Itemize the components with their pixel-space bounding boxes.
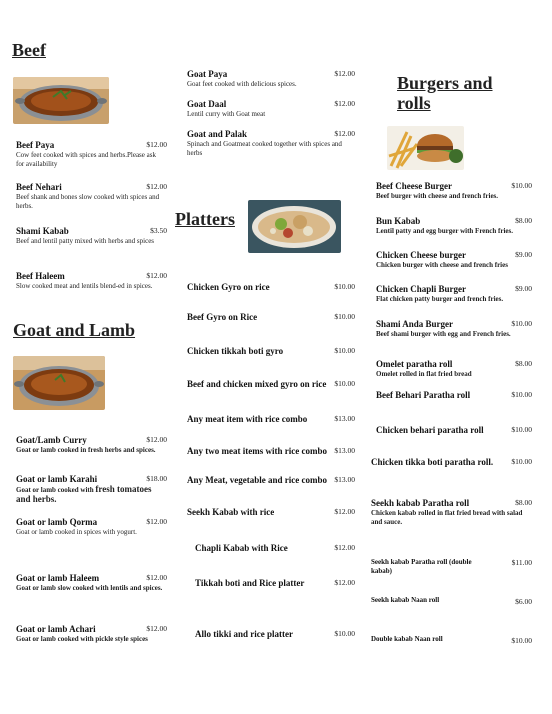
item-description: Beef shank and bones slow cooked with spices and herbs. [16, 193, 160, 210]
menu-item [371, 498, 530, 526]
item-name: Chicken Gyro on rice [187, 282, 270, 292]
section-title-goat-lamb: Goat and Lamb [13, 320, 136, 340]
item-price: $6.00 [515, 597, 532, 606]
menu-item [376, 250, 530, 270]
menu-item [195, 543, 353, 554]
menu-item [187, 69, 353, 89]
item-name: Chicken behari paratha roll [376, 425, 484, 435]
item-description-small: Goat or lamb cooked with [16, 486, 96, 494]
menu-item [187, 99, 353, 119]
section-title-beef: Beef [12, 40, 46, 60]
item-name: Chapli Kabab with Rice [195, 543, 288, 553]
item-name: Beef Paya [16, 140, 55, 150]
item-name: Goat and Palak [187, 129, 248, 139]
item-description: Goat feet cooked with delicious spices. [187, 80, 297, 88]
item-name: Omelet paratha roll [376, 359, 453, 369]
item-name: Beef Haleem [16, 271, 65, 281]
item-description: Chicken burger with cheese and french fries [376, 261, 508, 269]
item-name: Goat Daal [187, 99, 227, 109]
item-name: Shami Anda Burger [376, 319, 454, 329]
menu-item [16, 474, 165, 504]
item-description-large: fresh tomatoes and herbs. [16, 484, 152, 504]
item-price: $8.00 [515, 498, 532, 507]
item-description: Slow cooked meat and lentils blend-ed in spices. [16, 282, 153, 290]
item-price: $12.00 [334, 507, 355, 516]
menu-item [16, 140, 165, 168]
menu-item [376, 284, 530, 304]
item-price: $12.00 [146, 573, 167, 582]
menu-item [16, 182, 165, 210]
item-price: $10.00 [511, 457, 532, 466]
item-price: $10.00 [511, 319, 532, 328]
item-price: $9.00 [515, 250, 532, 259]
item-price: $8.00 [515, 216, 532, 225]
item-description: Chicken kabab rolled in flat fried bread with salad and sauce. [371, 509, 523, 526]
menu-item [187, 129, 353, 157]
item-name: Beef Behari Paratha roll [376, 390, 471, 400]
menu-item [371, 634, 530, 645]
item-price: $12.00 [146, 140, 167, 149]
item-name: Seekh kabab Paratha roll (double kabab) [371, 558, 472, 575]
menu-item [195, 629, 353, 640]
item-price: $13.00 [334, 475, 355, 484]
section-title-platters: Platters [175, 209, 235, 229]
menu-item [187, 379, 353, 390]
item-price: $12.00 [146, 435, 167, 444]
menu-item [376, 359, 530, 379]
item-name: Beef Gyro on Rice [187, 312, 258, 322]
menu-item [187, 507, 353, 518]
item-price: $12.00 [334, 69, 355, 78]
item-description: Lentil patty and egg burger with French fries. [376, 227, 514, 235]
item-description: Flat chicken patty burger and french fries. [376, 295, 504, 303]
item-price: $10.00 [334, 379, 355, 388]
menu-item [16, 624, 165, 644]
menu-item [187, 312, 353, 323]
menu-item [376, 216, 530, 236]
item-name: Chicken tikkah boti gyro [187, 346, 284, 356]
item-name: Goat or lamb Karahi [16, 474, 98, 484]
menu-item [16, 271, 165, 291]
item-name: Goat or lamb Achari [16, 624, 96, 634]
item-name: Goat/Lamb Curry [16, 435, 87, 445]
item-name: Goat or lamb Qorma [16, 517, 98, 527]
item-description: Spinach and Goatmeat cooked together with spices and herbs [187, 140, 342, 157]
item-name: Goat Paya [187, 69, 228, 79]
platter-photo [248, 200, 341, 253]
menu-item [16, 517, 165, 537]
section-title-burgers-rolls: Burgers and rolls [397, 73, 493, 113]
menu-item [16, 226, 165, 246]
item-description: Goat or lamb cooked with pickle style spices [16, 635, 148, 643]
item-price: $10.00 [511, 390, 532, 399]
item-description: Goat or lamb cooked in spices with yogurt. [16, 528, 137, 536]
item-price: $12.00 [334, 578, 355, 587]
item-name: Shami Kabab [16, 226, 69, 236]
item-description: Goat or lamb slow cooked with lentils and spices. [16, 584, 163, 592]
item-price: $12.00 [334, 99, 355, 108]
menu-item [16, 573, 165, 593]
menu-item [187, 346, 353, 357]
menu-item [187, 446, 353, 457]
item-price: $11.00 [511, 558, 532, 567]
item-price: $9.00 [515, 284, 532, 293]
menu-item [195, 578, 353, 589]
menu-item [376, 319, 530, 339]
item-name: Tikkah boti and Rice platter [195, 578, 305, 588]
item-price: $18.00 [146, 474, 167, 483]
item-price: $12.00 [146, 517, 167, 526]
item-price: $3.50 [150, 226, 167, 235]
menu-item [376, 390, 530, 401]
menu-item [376, 425, 530, 436]
menu-item [371, 457, 530, 468]
item-description: Beef burger with cheese and french fries. [376, 192, 499, 200]
item-price: $10.00 [334, 629, 355, 638]
item-description: Beef and lentil patty mixed with herbs and spices [16, 237, 155, 245]
menu-item [187, 414, 353, 425]
item-price: $12.00 [334, 129, 355, 138]
burger-fries-photo [387, 126, 464, 170]
item-price: $10.00 [334, 312, 355, 321]
menu-item [16, 435, 165, 455]
item-description: Beef shami burger with egg and French fries. [376, 330, 511, 338]
menu-item [376, 181, 530, 201]
item-price: $12.00 [334, 543, 355, 552]
item-name: Beef and chicken mixed gyro on rice [187, 379, 327, 389]
item-name: Beef Nehari [16, 182, 62, 192]
item-price: $12.00 [146, 271, 167, 280]
item-price: $12.00 [146, 624, 167, 633]
menu-item [187, 282, 353, 293]
item-description: Omelet rolled in flat fried bread [376, 370, 472, 378]
item-name: Seekh kabab Naan roll [371, 596, 440, 604]
item-price: $10.00 [334, 282, 355, 291]
item-price: $10.00 [511, 425, 532, 434]
beef-curry-photo [13, 77, 109, 124]
item-price: $10.00 [334, 346, 355, 355]
item-price: $13.00 [334, 446, 355, 455]
item-name: Beef Cheese Burger [376, 181, 452, 191]
item-name: Any Meat, vegetable and rice combo [187, 475, 327, 485]
item-description: Lentil curry with Goat meat [187, 110, 266, 118]
goat-curry-photo [13, 356, 105, 410]
item-name: Double kabab Naan roll [371, 635, 443, 643]
item-description [16, 485, 165, 504]
item-price: $8.00 [515, 359, 532, 368]
item-price: $10.00 [511, 636, 532, 645]
item-name: Allo tikki and rice platter [195, 629, 293, 639]
menu-item [371, 595, 530, 606]
item-name: Bun Kabab [376, 216, 421, 226]
item-name: Any two meat items with rice combo [187, 446, 327, 456]
item-price: $12.00 [146, 182, 167, 191]
item-name: Goat or lamb Haleem [16, 573, 100, 583]
item-name: Any meat item with rice combo [187, 414, 308, 424]
item-name: Seekh kabab Paratha roll [371, 498, 470, 508]
item-description: Cow feet cooked with spices and herbs.Please ask for availability [16, 151, 156, 168]
item-name: Chicken Cheese burger [376, 250, 466, 260]
item-description: Goat or lamb cooked in fresh herbs and spices. [16, 446, 156, 454]
item-name: Chicken Chapli Burger [376, 284, 467, 294]
item-name: Seekh Kabab with rice [187, 507, 275, 517]
item-price: $10.00 [511, 181, 532, 190]
item-price: $13.00 [334, 414, 355, 423]
menu-item [371, 558, 530, 576]
item-name: Chicken tikka boti paratha roll. [371, 457, 494, 467]
menu-item [187, 475, 353, 486]
